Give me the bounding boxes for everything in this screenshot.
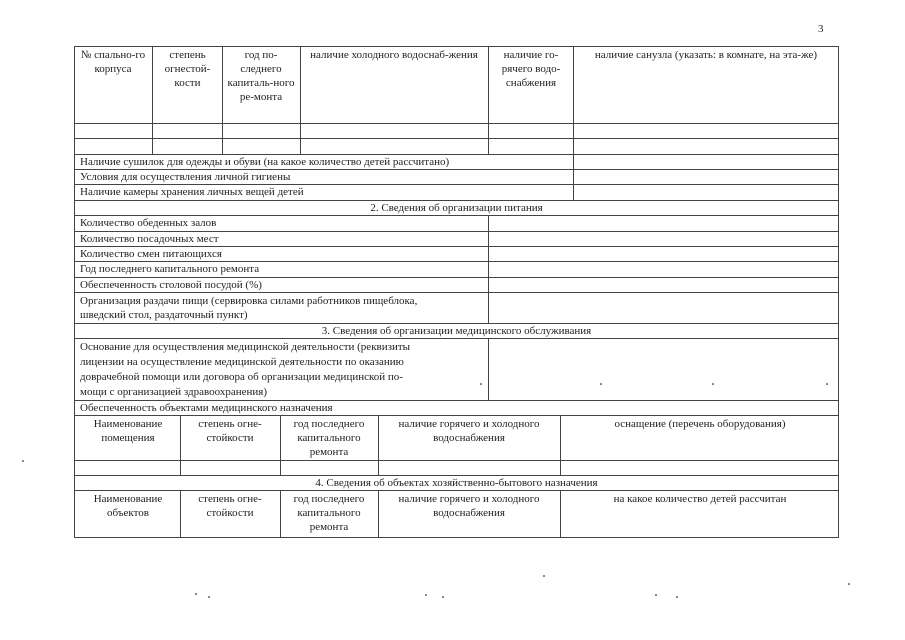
table-col-line (488, 338, 489, 400)
header-cell-water-supply: наличие горячего и холодного водоснабжения (398, 418, 540, 444)
row-label-shifts: Количество смен питающихся (80, 248, 222, 260)
header-cell-last-repair-year: год последнего капитального ремонта (293, 418, 365, 458)
table-row-line (74, 460, 839, 461)
medical-basis-line-3: доврачебной помощи или договора об организации медицинской по- (80, 371, 403, 383)
table-col-line (560, 415, 561, 475)
table-row-line (74, 138, 839, 139)
scan-speck (208, 596, 210, 598)
row-label-seats: Количество посадочных мест (80, 233, 219, 245)
scan-speck (826, 383, 828, 385)
table-col-line (152, 46, 153, 154)
table-border-left (74, 46, 75, 538)
scan-speck (195, 593, 197, 595)
header-cell-cold-water: наличие холодного водоснаб-жения (310, 49, 478, 61)
table-row-line (74, 490, 839, 491)
table-col-line (488, 46, 489, 154)
table-border-right (838, 46, 839, 538)
table-border-bottom (74, 537, 839, 538)
scan-speck (543, 575, 545, 577)
scan-speck (442, 596, 444, 598)
row-label-storage: Наличие камеры хранения личных вещей детей (80, 186, 304, 198)
table-col-line (488, 215, 489, 323)
row-label-food-distribution-2: шведский стол, раздаточный пункт) (80, 309, 248, 321)
scan-speck (480, 383, 482, 385)
row-label-food-distribution-1: Организация раздачи пищи (сервировка силами работников пищеблока, (80, 295, 418, 307)
table-col-line (280, 415, 281, 475)
header-cell-building-no: № спально-го корпуса (80, 49, 146, 75)
scan-speck (848, 583, 850, 585)
section-title-catering: 2. Сведения об организации питания (370, 202, 543, 214)
table-col-line (378, 415, 379, 475)
header-cell-water-supply: наличие горячего и холодного водоснабжения (398, 493, 540, 519)
header-cell-room-name: Наименование помещения (93, 418, 163, 444)
header-cell-object-name: Наименование объектов (93, 493, 163, 519)
row-label-hygiene: Условия для осуществления личной гигиены (80, 171, 291, 183)
table-row-line (74, 123, 839, 124)
header-cell-last-repair-year: год по-следнего капиталь-ного ре-монта (227, 49, 295, 103)
section-title-medical: 3. Сведения об организации медицинского обслуживания (321, 325, 592, 337)
row-label-dining-halls: Количество обеденных залов (80, 217, 217, 229)
table-col-line (378, 490, 379, 537)
header-cell-last-repair-year: год последнего капитального ремонта (293, 493, 365, 533)
table-col-line (222, 46, 223, 154)
scan-speck (425, 594, 427, 596)
medical-basis-line-1: Основание для осуществления медицинской деятельности (реквизиты (80, 341, 411, 353)
header-cell-hot-water: наличие го-рячего водо-снабжения (501, 49, 561, 89)
table-row-line (74, 292, 839, 293)
header-cell-children-capacity: на какое количество детей рассчитан (613, 493, 787, 505)
table-col-line (573, 46, 574, 200)
header-cell-fire-resistance: степень огнестой-кости (164, 49, 211, 89)
row-label-medical-facilities: Обеспеченность объектами медицинского назначения (80, 402, 333, 414)
table-border-top (74, 46, 839, 47)
header-cell-bathroom: наличие санузла (указать: в комнате, на эта-же) (594, 49, 818, 61)
table-col-line (180, 415, 181, 475)
table-col-line (180, 490, 181, 537)
row-label-tableware: Обеспеченность столовой посудой (%) (80, 279, 262, 291)
header-cell-fire-resistance: степень огне-стойкости (198, 493, 262, 519)
scan-speck (600, 383, 602, 385)
page-number: 3 (818, 23, 824, 35)
table-col-line (560, 490, 561, 537)
scan-speck (22, 460, 24, 462)
row-label-repair-year: Год последнего капитального ремонта (80, 263, 260, 275)
row-label-drying-rooms: Наличие сушилок для одежды и обуви (на какое количество детей рассчитано) (80, 156, 450, 168)
header-cell-fire-resistance: степень огне-стойкости (198, 418, 262, 444)
table-row-line (74, 415, 839, 416)
table-col-line (280, 490, 281, 537)
table-row-line (74, 338, 839, 339)
scan-speck (655, 594, 657, 596)
header-cell-equipment: оснащение (перечень оборудования) (614, 418, 786, 430)
scan-speck (712, 383, 714, 385)
medical-basis-line-4: мощи с организацией здравоохранения) (80, 386, 268, 398)
scan-speck (676, 596, 678, 598)
table-col-line (300, 46, 301, 154)
medical-basis-line-2: лицензии на осуществление медицинской деятельности по оказанию (80, 356, 404, 368)
section-title-household: 4. Сведения об объектах хозяйственно-бытового назначения (315, 477, 598, 489)
